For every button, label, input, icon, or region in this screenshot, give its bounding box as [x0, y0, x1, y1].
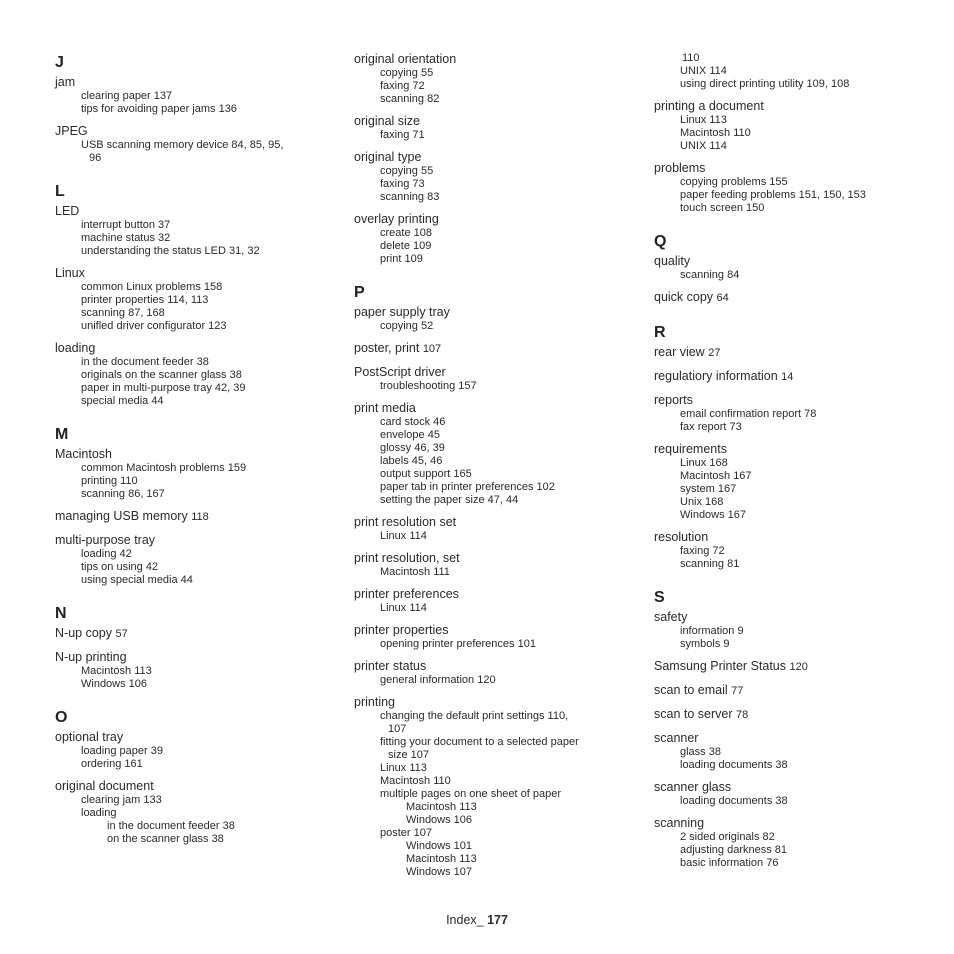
index-term [654, 683, 934, 699]
index-subentry: general information 120 [380, 674, 496, 686]
index-subentry: output support 165 [380, 468, 472, 480]
index-subentry: changing the default print settings 110, [380, 710, 569, 722]
index-term-text: scan to email [654, 683, 728, 697]
index-subentry: Macintosh 110 [680, 127, 751, 139]
index-subentry: 96 [89, 152, 102, 164]
index-term [55, 779, 335, 794]
index-column-2 [354, 52, 634, 887]
page-footer [0, 913, 954, 927]
index-term-text: quality [654, 254, 691, 268]
index-subentry: Windows 106 [81, 678, 148, 690]
index-subentry: in the document feeder 38 [107, 820, 235, 832]
index-column-3 [654, 52, 934, 878]
index-subentry: faxing 72 [680, 545, 725, 557]
index-term [654, 530, 934, 545]
index-term [654, 816, 934, 831]
index-term [354, 587, 634, 602]
index-entry [354, 52, 634, 106]
index-entry [654, 99, 934, 153]
index-subentry: fitting your document to a selected paper [380, 736, 579, 748]
index-subentry: Linux 113 [380, 762, 427, 774]
index-subentry: labels 45, 46 [380, 455, 443, 467]
index-subentry: envelope 45 [380, 429, 440, 441]
index-subentry: paper feeding problems 151, 150, 153 [680, 189, 866, 201]
index-term [55, 730, 335, 745]
index-subentry: common Linux problems 158 [81, 281, 223, 293]
index-subentry: 107 [388, 723, 407, 735]
page-number: 177 [487, 913, 508, 927]
index-subentry: originals on the scanner glass 38 [81, 369, 242, 381]
index-term [354, 551, 634, 566]
index-term [654, 610, 934, 625]
index-term-text: overlay printing [354, 212, 439, 226]
index-entry [654, 254, 934, 282]
index-entry [55, 533, 335, 587]
index-subentry: Unix 168 [680, 496, 724, 508]
index-subentry: copying problems 155 [680, 176, 788, 188]
index-entry [354, 587, 634, 615]
index-subentry: troubleshooting 157 [380, 380, 477, 392]
index-term [654, 780, 934, 795]
index-term [55, 75, 335, 90]
index-subentry: using special media 44 [81, 574, 193, 586]
index-page-ref: 120 [789, 661, 808, 673]
index-subentry: faxing 73 [380, 178, 425, 190]
index-term [354, 341, 634, 357]
index-entry [354, 659, 634, 687]
index-term [55, 341, 335, 356]
index-subentry: Windows 167 [680, 509, 747, 521]
index-term [354, 52, 634, 67]
index-subentry: using direct printing utility 109, 108 [680, 78, 850, 90]
index-subentry: Macintosh 113 [81, 665, 152, 677]
index-term-text: problems [654, 161, 706, 175]
index-subentry: delete 109 [380, 240, 432, 252]
index-subentry: machine status 32 [81, 232, 171, 244]
index-term [354, 401, 634, 416]
index-term-text: original orientation [354, 52, 457, 66]
index-term [354, 515, 634, 530]
index-subentry: tips for avoiding paper jams 136 [81, 103, 237, 115]
index-letter-heading: M [55, 426, 69, 443]
index-term [55, 533, 335, 548]
index-term [354, 365, 634, 380]
index-term-text: print resolution set [354, 515, 457, 529]
index-subentry: scanning 84 [680, 269, 740, 281]
index-entry [654, 161, 934, 215]
index-subentry: common Macintosh problems 159 [81, 462, 247, 474]
index-term-text: jam [55, 75, 76, 89]
index-term-text: Linux [55, 266, 85, 280]
index-subentry: information 9 [680, 625, 744, 637]
index-term-text: resolution [654, 530, 709, 544]
index-term [654, 345, 934, 361]
index-entry [55, 730, 335, 771]
index-term-text: PostScript driver [354, 365, 446, 379]
index-term-text: regulatiory information [654, 369, 778, 383]
index-term-text: scanner glass [654, 780, 732, 794]
index-entry [654, 780, 934, 808]
index-term [654, 290, 934, 306]
index-term [354, 114, 634, 129]
index-term-text: rear view [654, 345, 705, 359]
index-entry [654, 52, 934, 91]
index-term [354, 305, 634, 320]
index-subentry: copying 55 [380, 165, 434, 177]
index-letter-heading: S [654, 589, 665, 606]
index-term [654, 254, 934, 269]
index-entry [654, 345, 934, 361]
index-subentry: setting the paper size 47, 44 [380, 494, 519, 506]
index-term [354, 212, 634, 227]
index-term [654, 659, 934, 675]
index-term-text: loading [55, 341, 96, 355]
index-subentry: clearing paper 137 [81, 90, 173, 102]
index-subentry: touch screen 150 [680, 202, 765, 214]
index-term [55, 124, 335, 139]
index-term-text: original document [55, 779, 154, 793]
index-entry [354, 150, 634, 204]
index-page-ref: 57 [115, 628, 128, 640]
index-term-text: printing [354, 695, 395, 709]
index-term-text: multi-purpose tray [55, 533, 156, 547]
index-entry [354, 305, 634, 333]
index-subentry: email confirmation report 78 [680, 408, 817, 420]
index-subentry: copying 52 [380, 320, 434, 332]
index-entry [354, 212, 634, 266]
index-entry [55, 341, 335, 408]
index-subentry: faxing 71 [380, 129, 425, 141]
index-entry [55, 204, 335, 258]
index-subentry: card stock 46 [380, 416, 446, 428]
index-entry [654, 731, 934, 772]
index-term-text: quick copy [654, 290, 714, 304]
index-entry [354, 114, 634, 142]
index-entry [55, 124, 335, 165]
index-term [55, 266, 335, 281]
index-subentry: paper tab in printer preferences 102 [380, 481, 555, 493]
index-subentry: Windows 106 [406, 814, 473, 826]
index-term-text: printer preferences [354, 587, 459, 601]
index-term-text: managing USB memory [55, 509, 188, 523]
index-term-text: print resolution, set [354, 551, 460, 565]
index-term-text: original type [354, 150, 422, 164]
index-entry [55, 447, 335, 501]
index-subentry: UNIX 114 [680, 65, 727, 77]
index-term [654, 442, 934, 457]
index-term-text: Macintosh [55, 447, 112, 461]
index-subentry: 2 sided originals 82 [680, 831, 775, 843]
index-letter-heading: O [55, 709, 68, 726]
index-subentry: scanning 82 [380, 93, 440, 105]
index-entry [55, 75, 335, 116]
index-entry [654, 683, 934, 699]
index-subentry: tips on using 42 [81, 561, 159, 573]
index-term [654, 99, 934, 114]
index-page-ref: 64 [716, 292, 729, 304]
index-term-text: optional tray [55, 730, 124, 744]
index-term [354, 695, 634, 710]
index-term-text: JPEG [55, 124, 88, 138]
index-subentry: understanding the status LED 31, 32 [81, 245, 260, 257]
index-letter-heading: N [55, 605, 67, 622]
index-subentry: copying 55 [380, 67, 434, 79]
index-page-ref: 14 [781, 371, 794, 383]
index-subentry: printer properties 114, 113 [81, 294, 209, 306]
index-term [654, 161, 934, 176]
index-entry [654, 707, 934, 723]
index-subentry: clearing jam 133 [81, 794, 162, 806]
index-subentry: opening printer preferences 101 [380, 638, 536, 650]
index-subentry: Macintosh 110 [380, 775, 451, 787]
index-subentry: scanning 83 [380, 191, 440, 203]
index-subentry: paper in multi-purpose tray 42, 39 [81, 382, 246, 394]
index-page-ref: 27 [708, 347, 721, 359]
index-term [55, 447, 335, 462]
index-entry [55, 626, 335, 642]
index-subentry: adjusting darkness 81 [680, 844, 788, 856]
index-subentry: loading 42 [81, 548, 132, 560]
index-term [354, 150, 634, 165]
index-entry [354, 365, 634, 393]
index-term-text: printer status [354, 659, 427, 673]
index-letter-heading: Q [654, 233, 667, 250]
index-term [654, 369, 934, 385]
index-subentry: size 107 [388, 749, 429, 761]
index-entry [354, 515, 634, 543]
index-letter-heading: P [354, 284, 365, 301]
index-subentry: fax report 73 [680, 421, 742, 433]
index-term-text: print media [354, 401, 416, 415]
index-letter-heading: L [55, 183, 65, 200]
index-subentry: poster 107 [380, 827, 432, 839]
index-subentry: Macintosh 113 [406, 801, 477, 813]
index-term [654, 393, 934, 408]
index-term [354, 623, 634, 638]
index-subentry: Linux 114 [380, 530, 427, 542]
index-page-ref: 107 [422, 343, 442, 355]
index-term [55, 204, 335, 219]
index-term [55, 626, 335, 642]
index-subentry: printing 110 [81, 475, 138, 487]
index-subentry: loading paper 39 [81, 745, 163, 757]
index-entry [654, 659, 934, 675]
index-column-1 [55, 52, 335, 854]
index-entry [654, 442, 934, 522]
index-subentry: Linux 113 [680, 114, 727, 126]
index-subentry: glass 38 [680, 746, 721, 758]
index-term-text: safety [654, 610, 688, 624]
index-page-ref: 77 [731, 685, 744, 697]
index-subentry: scanning 86, 167 [81, 488, 165, 500]
index-entry [354, 401, 634, 507]
index-entry [55, 779, 335, 846]
index-subentry: Macintosh 111 [380, 566, 450, 578]
index-subentry: Macintosh 167 [680, 470, 752, 482]
index-term [55, 650, 335, 665]
index-term-text: printing a document [654, 99, 764, 113]
index-subentry: multiple pages on one sheet of paper [380, 788, 562, 800]
index-term-text: N-up copy [55, 626, 112, 640]
index-letter-heading: J [55, 54, 64, 71]
index-term-text: N-up printing [55, 650, 127, 664]
index-entry [654, 610, 934, 651]
index-subentry: glossy 46, 39 [380, 442, 445, 454]
index-entry [354, 551, 634, 579]
index-entry [354, 623, 634, 651]
index-subentry: Macintosh 113 [406, 853, 477, 865]
index-subentry: scanning 87, 168 [81, 307, 165, 319]
index-term-text: reports [654, 393, 693, 407]
index-page-ref: 118 [191, 511, 209, 523]
index-term [654, 731, 934, 746]
index-subentry: symbols 9 [680, 638, 730, 650]
index-entry [654, 290, 934, 306]
index-entry [654, 816, 934, 870]
index-term [354, 659, 634, 674]
index-term-text: requirements [654, 442, 727, 456]
index-entry [654, 369, 934, 385]
index-subentry: system 167 [680, 483, 737, 495]
index-subentry: Linux 168 [680, 457, 728, 469]
index-subentry: USB scanning memory device 84, 85, 95, [81, 139, 284, 151]
index-term-text: paper supply tray [354, 305, 450, 319]
index-term-text: LED [55, 204, 80, 218]
index-term-text: original size [354, 114, 421, 128]
index-subentry: UNIX 114 [680, 140, 727, 152]
index-entry [354, 695, 634, 879]
index-subentry: loading documents 38 [680, 759, 788, 771]
index-letter-heading: R [654, 324, 666, 341]
index-subentry: create 108 [380, 227, 432, 239]
index-term [654, 707, 934, 723]
index-entry [354, 341, 634, 357]
index-subentry: in the document feeder 38 [81, 356, 209, 368]
index-term-text: poster, print [354, 341, 420, 355]
index-term-text: scanner [654, 731, 699, 745]
index-term-text: scanning [654, 816, 705, 830]
index-subentry: Windows 107 [406, 866, 473, 878]
index-subentry: interrupt button 37 [81, 219, 171, 231]
index-term-text: Samsung Printer Status [654, 659, 787, 673]
index-subentry: special media 44 [81, 395, 164, 407]
index-subentry: scanning 81 [680, 558, 740, 570]
index-entry [654, 530, 934, 571]
index-subentry: on the scanner glass 38 [107, 833, 224, 845]
index-entry [55, 650, 335, 691]
index-subentry: loading documents 38 [680, 795, 788, 807]
index-subentry: Linux 114 [380, 602, 427, 614]
index-subentry: Windows 101 [406, 840, 473, 852]
index-subentry: ordering 161 [81, 758, 143, 770]
index-term-text: scan to server [654, 707, 733, 721]
index-subentry: faxing 72 [380, 80, 425, 92]
index-page-ref: 78 [736, 709, 749, 721]
index-subentry: loading [81, 807, 117, 819]
index-term-text: printer properties [354, 623, 449, 637]
index-subentry: unifled driver configurator 123 [81, 320, 227, 332]
index-subentry: 110 [682, 52, 700, 64]
index-entry [55, 509, 335, 525]
index-term [55, 509, 335, 525]
footer-label: Index_ [446, 913, 484, 927]
index-subentry: basic information 76 [680, 857, 779, 869]
index-subentry: print 109 [380, 253, 423, 265]
index-entry [55, 266, 335, 333]
index-entry [654, 393, 934, 434]
